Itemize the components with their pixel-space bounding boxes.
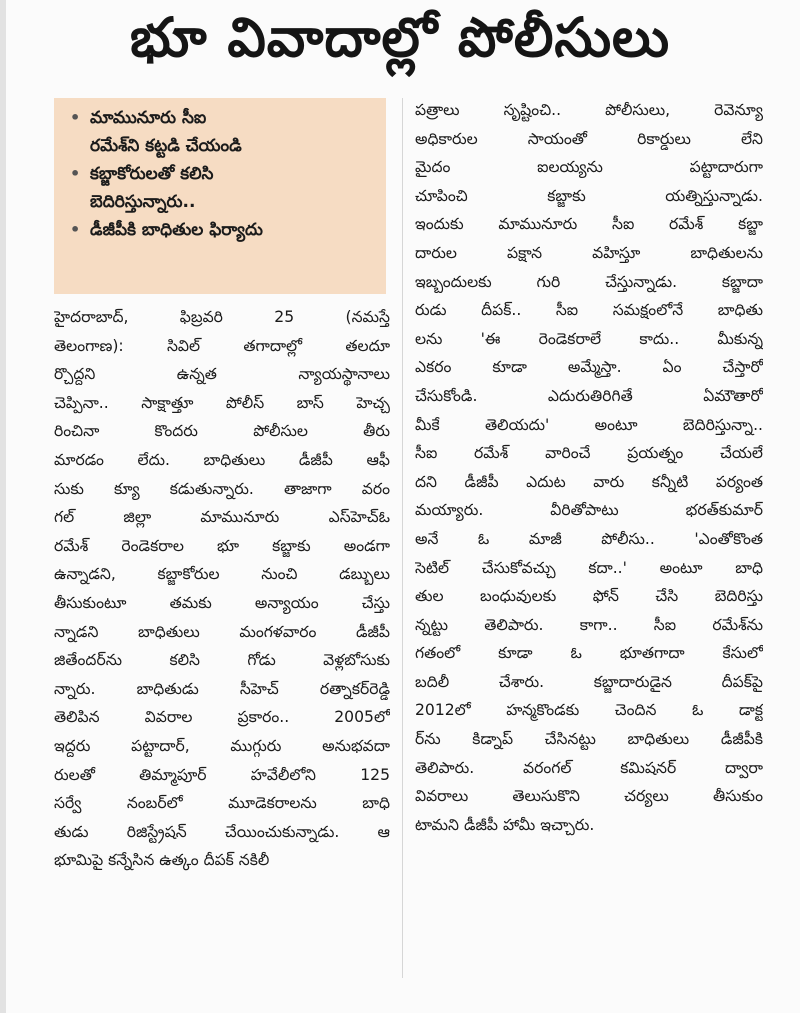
article-line: తుడు రిజిస్ట్రేషన్ చేయించుకున్నాడు. ఆ [54, 822, 390, 841]
article-line: తీసుకుంటూ తమకు అన్యాయం చేస్తు [54, 593, 390, 612]
article-line: గతంలో కూడా ఓ భూతగాదా కేసులో [415, 644, 763, 663]
highlight-line: డీజీపీకి బాధితుల ఫిర్యాదు [90, 220, 263, 240]
article-line: రుడు దీపక్.. సీఐ సమక్షంలోనే బాధితు [415, 301, 763, 320]
article-line: టామని డీజీపీ హామీ ఇచ్చారు. [415, 815, 595, 834]
bullet-icon: • [70, 164, 81, 183]
article-line: పత్రాలు సృష్టించి.. పోలీసులు, రెవెన్యూ [415, 101, 763, 119]
article-line: 2012లో హన్మకొండకు చెందిన ఓ డాక్ట [415, 701, 763, 720]
article-line: జితేందర్‌ను కలిసి గోడు వెళ్లబోసుకు [54, 651, 390, 670]
article-line: తుల బంధువులకు ఫోన్ చేసి బెదిరిస్తు [415, 587, 763, 606]
article-line: చేసుకోండి. ఎదురుతిరిగితే ఏమౌతారో [415, 386, 763, 405]
article-column-right [415, 96, 763, 839]
article-line: రించినా కొందరు పోలీసుల తీరు [54, 422, 390, 441]
highlight-item [68, 104, 376, 160]
headline: భూ వివాదాల్లో పోలీసులు [130, 6, 670, 69]
highlight-line: రమేశ్‌ని కట్టడి చేయండి [90, 136, 242, 156]
highlights-box [54, 98, 386, 294]
article-line: అధికారుల సాయంతో రికార్డులు లేని [415, 129, 763, 148]
column-divider [402, 98, 403, 978]
article-line: ఇందుకు మామునూరు సీఐ రమేశ్ కబ్జా [415, 215, 763, 234]
highlights-list [54, 98, 386, 244]
highlight-line: కబ్జాకోరులతో కలిసి [90, 164, 214, 184]
article-line: మీకే తెలియదు' అంటూ బెదిరిస్తున్నా.. [415, 415, 763, 434]
page-edge [0, 0, 6, 1013]
article-line: రులతో తిమ్మాపూర్ హవేలీలోని 125 [54, 765, 390, 784]
article-line: బదిలీ చేశారు. కబ్జాదారుడైన దీపక్‌పై [415, 672, 763, 691]
article-column-left [54, 303, 390, 875]
highlight-line: బెదిరిస్తున్నారు.. [90, 192, 196, 212]
article-line: అనే ఓ మాజీ పోలీసు.. 'ఎంతోకొంత [415, 529, 763, 548]
article-line: లను 'ఈ రెండెకరాలే కాదు.. మీకున్న [415, 329, 763, 348]
article-line: తెలిపిన వివరాల ప్రకారం.. 2005లో [54, 708, 390, 727]
article-line: సీఐ రమేశ్ వారించే ప్రయత్నం చేయలే [415, 444, 763, 463]
article-line: తెలిపారు. వరంగల్ కమిషనర్ ద్వారా [415, 758, 763, 777]
article-line: మారడం లేదు. బాధితులు డీజీపీ ఆఫీ [54, 450, 390, 469]
article-line: సుకు క్యూ కడుతున్నారు. తాజాగా వరం [54, 479, 390, 498]
article-line: ఇబ్బందులకు గురి చేస్తున్నాడు. కబ్జాదా [415, 272, 763, 291]
highlight-item [68, 216, 376, 244]
article-line: వివరాలు తెలుసుకొని చర్యలు తీసుకుం [415, 787, 763, 806]
article-line: చెప్పినా.. సాక్షాత్తూ పోలీస్ బాస్ హెచ్చ [54, 393, 390, 412]
article-line: హైదరాబాద్, ఫిబ్రవరి 25 (నమస్తే [54, 308, 390, 326]
article-line: మైదం ఐలయ్యను పట్టాదారుగా [415, 158, 763, 177]
article-line: న్నట్టు తెలిపారు. కాగా.. సీఐ రమేశ్‌ను [415, 615, 763, 634]
article-line: సెటిల్ చేసుకోవచ్చు కదా..' అంటూ బాధి [415, 558, 763, 577]
article-line: తెలంగాణ): సివిల్ తగాదాల్లో తలదూ [54, 336, 390, 355]
article-line: సర్వే నంబర్‌లో మూడెకరాలను బాధి [54, 794, 390, 813]
article-line: గల్ జిల్లా మామునూరు ఎస్‌హెచ్‌ఓ [54, 508, 390, 527]
article-line: ఇద్దరు పట్టాదార్, ముగ్గురు అనుభవదా [54, 736, 390, 755]
article-line: ఉన్నాడని, కబ్జాకోరుల నుంచి డబ్బులు [54, 565, 390, 584]
bullet-icon: • [70, 220, 81, 239]
article-line: ర్‌ను కిడ్నాప్ చేసినట్టు బాధితులు డీజీపీకి [415, 730, 763, 749]
article-line: ఎకరం కూడా అమ్మేస్తా. ఏం చేస్తారో [415, 358, 763, 377]
article-line: రమేశ్ రెండెకరాల భూ కబ్జాకు అండగా [54, 536, 390, 555]
article-line: న్నారు. బాధితుడు సీహెచ్ రత్నాకర్‌రెడ్డి [54, 679, 390, 698]
highlight-line: మామునూరు సీఐ [90, 108, 207, 128]
article-line: మయ్యారు. వీరితోపాటు భరత్‌కుమార్ [415, 501, 763, 520]
highlight-item [68, 160, 376, 216]
article-line: ర్చొద్దని ఉన్నత న్యాయస్థానాలు [54, 365, 390, 384]
article-line: న్నాడని బాధితులు మంగళవారం డీజీపీ [54, 622, 390, 641]
article-line: దని డీజీపీ ఎదుట వారు కన్నీటి పర్యంత [415, 472, 763, 491]
article-line: చూపించి కబ్జాకు యత్నిస్తున్నాడు. [415, 186, 763, 205]
article-line: దారుల పక్షాన వహిస్తూ బాధితులను [415, 243, 763, 262]
article-line: భూమిపై కన్నేసిన ఉత్కం దీపక్ నకిలీ [54, 851, 270, 870]
bullet-icon: • [70, 108, 81, 127]
